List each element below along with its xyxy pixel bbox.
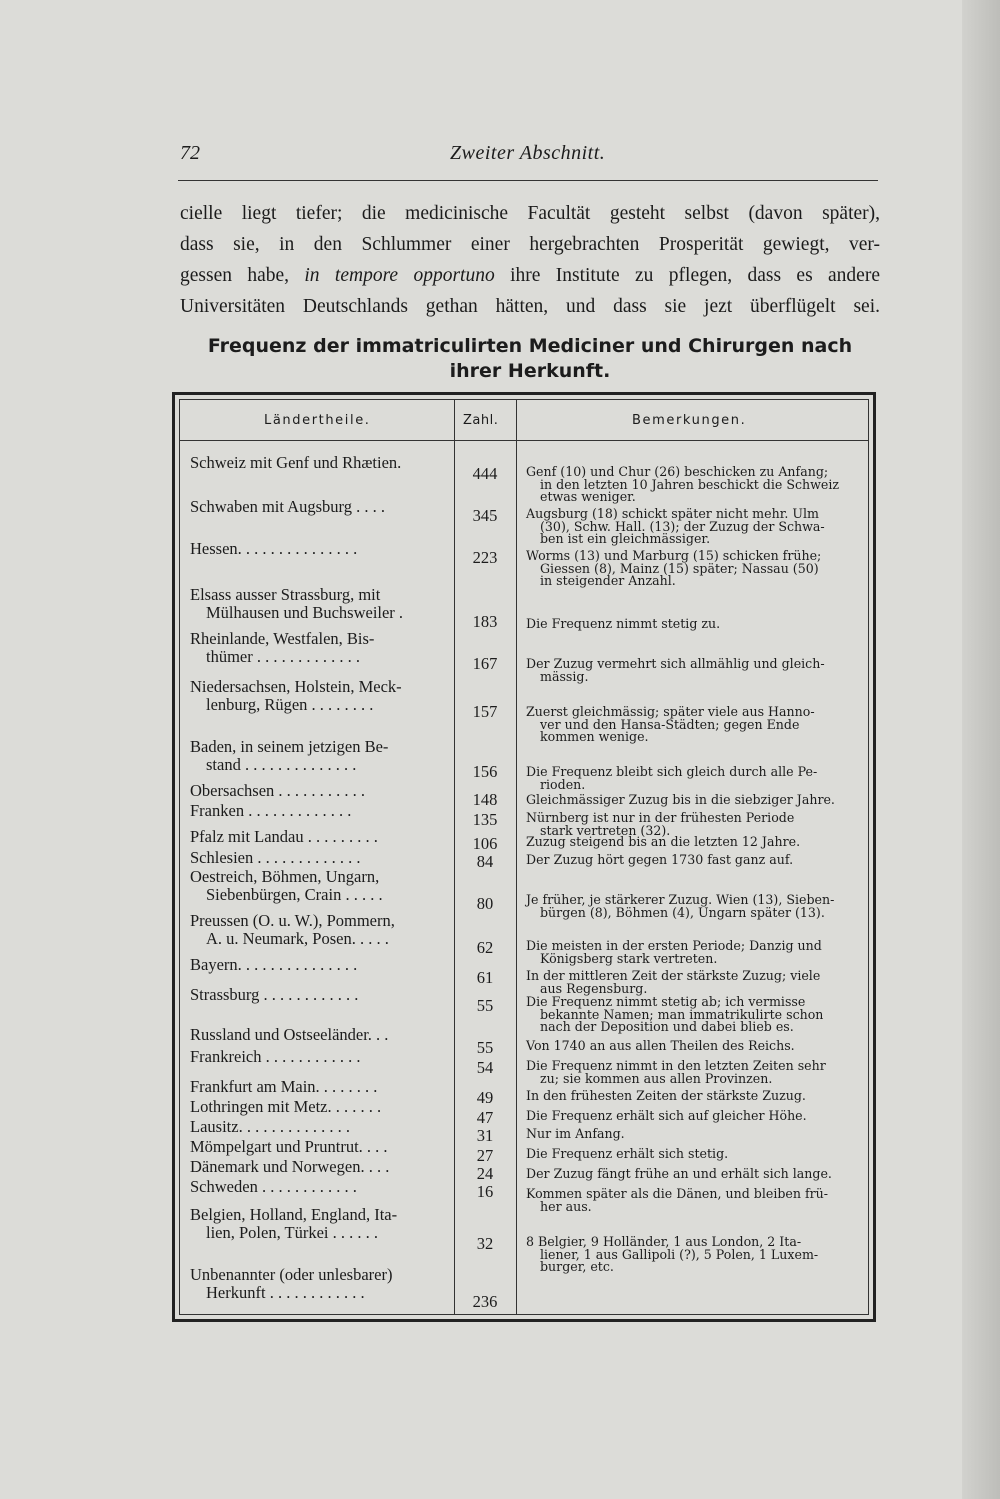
table-cell-zahl: 31 — [476, 1126, 494, 1145]
body-line: Universitäten Deutschlands gethan hätten, und dass sie jezt überflügelt sei. — [180, 296, 880, 317]
table-cell-zahl: 183 — [472, 612, 498, 631]
table-cell-zahl: 84 — [476, 852, 494, 871]
page-edge-shadow — [962, 0, 1000, 1499]
land-line: thümer . . . . . . . . . . . . . — [206, 647, 360, 666]
bemerkung-line: In den frühesten Zeiten der stärkste Zuzug. — [526, 1088, 806, 1103]
table-cell-zahl: 54 — [476, 1058, 494, 1077]
table-cell-bemerkung — [526, 1188, 864, 1213]
table-cell-bemerkung — [526, 1168, 864, 1181]
land-line: Dänemark und Norwegen. . . . — [190, 1157, 390, 1176]
bemerkung-line: Die Frequenz nimmt in den letzten Zeiten sehr — [526, 1058, 826, 1073]
bemerkung-line: bürgen (8), Böhmen (4), Ungarn später (13). — [540, 904, 825, 920]
table-cell-zahl: 156 — [472, 762, 498, 781]
bemerkung-line: Königsberg stark vertreten. — [540, 950, 718, 966]
table-cell-land — [190, 986, 452, 1004]
bemerkung-line: Von 1740 an aus allen Theilen des Reichs. — [526, 1038, 795, 1053]
bemerkung-line: Der Zuzug fängt frühe an und erhält sich lange. — [526, 1166, 832, 1181]
table-cell-bemerkung — [526, 894, 864, 919]
table-cell-land — [190, 1206, 452, 1242]
land-line: Mülhausen und Buchsweiler . — [206, 603, 404, 622]
body-line — [180, 260, 880, 291]
table-cell-zahl: 55 — [476, 996, 494, 1015]
table-cell-zahl: 61 — [476, 968, 494, 987]
table-cell-zahl: 55 — [476, 1038, 494, 1057]
bemerkung-line: nach der Deposition und dabei blieb es. — [540, 1019, 794, 1035]
land-line: Herkunft . . . . . . . . . . . . — [206, 1283, 365, 1302]
land-line: Baden, in seinem jetzigen Be- — [190, 737, 389, 756]
body-line: cielle liegt tiefer; die medicinische Facultät gesteht selbst (davon später), — [180, 203, 880, 224]
bemerkung-line: rioden. — [540, 776, 586, 792]
latin-phrase: in tempore opportuno — [304, 265, 495, 286]
bemerkung-line: Die Frequenz nimmt stetig zu. — [526, 616, 721, 631]
table-cell-bemerkung — [526, 550, 864, 588]
table-title — [195, 334, 865, 384]
bemerkung-line: Zuzug steigend bis an die letzten 12 Jahre. — [526, 834, 801, 849]
table-cell-bemerkung — [526, 940, 864, 965]
land-line: Siebenbürgen, Crain . . . . . — [206, 885, 383, 904]
land-line: stand . . . . . . . . . . . . . . — [206, 755, 357, 774]
body-line: dass sie, in den Schlummer einer hergebrachten Prosperität gewiegt, ver- — [180, 234, 880, 255]
land-line: Schwaben mit Augsburg . . . . — [190, 497, 385, 516]
bemerkung-line: Die Frequenz erhält sich auf gleicher Höhe. — [526, 1108, 807, 1123]
table-cell-bemerkung — [526, 854, 864, 867]
bemerkung-line: 8 Belgier, 9 Holländer, 1 aus London, 2 Ita- — [526, 1234, 802, 1249]
bemerkung-line: ver und den Hansa-Städten; gegen Ende — [540, 716, 800, 732]
table-cell-land — [190, 1118, 452, 1136]
table-cell-zahl: 62 — [476, 938, 494, 957]
body-text-run: gessen habe, — [180, 265, 305, 286]
bemerkung-line: stark vertreten (32). — [540, 822, 671, 838]
table-cell-land — [190, 828, 452, 846]
table-cell-bemerkung — [526, 1040, 864, 1053]
land-line: Rheinlande, Westfalen, Bis- — [190, 629, 375, 648]
table-cell-zahl: 27 — [476, 1146, 494, 1165]
table-cell-zahl: 345 — [472, 506, 498, 525]
land-line: Hessen. . . . . . . . . . . . . . . — [190, 539, 358, 558]
column-rule — [516, 400, 517, 1314]
bemerkung-line: (30), Schw. Hall. (13); der Zuzug der Schwa- — [540, 518, 825, 534]
table-title-line: ihrer Herkunft. — [449, 360, 611, 382]
table-cell-bemerkung — [526, 508, 864, 546]
land-line: Russland und Ostseeländer. . . — [190, 1025, 389, 1044]
table-cell-bemerkung — [526, 970, 864, 995]
land-line: Lothringen mit Metz. . . . . . . — [190, 1097, 382, 1116]
bemerkung-line: In der mittleren Zeit der stärkste Zuzug; viele — [526, 968, 821, 983]
table-cell-zahl: 16 — [476, 1182, 494, 1201]
land-line: Frankfurt am Main. . . . . . . . — [190, 1077, 378, 1096]
table-cell-land — [190, 630, 452, 666]
land-line: Lausitz. . . . . . . . . . . . . . — [190, 1117, 350, 1136]
table-cell-land — [190, 912, 452, 948]
table-cell-land — [190, 498, 452, 516]
land-line: Schweiz mit Genf und Rhætien. — [190, 453, 402, 472]
table-cell-zahl: 32 — [476, 1234, 494, 1253]
bemerkung-line: Der Zuzug hört gegen 1730 fast ganz auf. — [526, 852, 794, 867]
table-cell-bemerkung — [526, 1090, 864, 1103]
table-cell-bemerkung — [526, 706, 864, 744]
table-cell-bemerkung — [526, 766, 864, 791]
bemerkung-line: Zuerst gleichmässig; später viele aus Hanno- — [526, 704, 815, 719]
bemerkung-line: Der Zuzug vermehrt sich allmählig und gleich- — [526, 656, 825, 671]
column-header-land: Ländertheile. — [264, 413, 371, 428]
table-cell-land — [190, 849, 452, 867]
bemerkung-line: Giessen (8), Mainz (15) später; Nassau (50) — [540, 560, 819, 576]
table-cell-land — [190, 540, 452, 558]
land-line: Franken . . . . . . . . . . . . . — [190, 801, 352, 820]
bemerkung-line: Worms (13) und Marburg (15) schicken frühe; — [526, 548, 822, 563]
column-header-zahl: Zahl. — [463, 413, 499, 428]
table-cell-bemerkung — [526, 1110, 864, 1123]
table-cell-zahl: 135 — [472, 810, 498, 829]
land-line: Oestreich, Böhmen, Ungarn, — [190, 867, 380, 886]
land-line: Unbenannter (oder unlesbarer) — [190, 1265, 393, 1284]
table-cell-bemerkung — [526, 794, 864, 807]
bemerkung-line: zu; sie kommen aus allen Provinzen. — [540, 1070, 773, 1086]
table-cell-land — [190, 1178, 452, 1196]
bemerkung-line: mässig. — [540, 668, 589, 684]
table-body — [179, 399, 869, 1315]
bemerkung-line: etwas weniger. — [540, 489, 636, 505]
table-cell-land — [190, 586, 452, 622]
bemerkung-line: liener, 1 aus Gallipoli (?), 5 Polen, 1 Luxem- — [540, 1246, 819, 1262]
table-cell-zahl: 106 — [472, 834, 498, 853]
header-rule — [180, 440, 868, 441]
bemerkung-line: Die meisten in der ersten Periode; Danzig und — [526, 938, 822, 953]
table-cell-land — [190, 802, 452, 820]
land-line: Frankreich . . . . . . . . . . . . — [190, 1047, 361, 1066]
land-line: Schlesien . . . . . . . . . . . . . — [190, 848, 361, 867]
table-cell-bemerkung — [526, 618, 864, 631]
bemerkung-line: Nur im Anfang. — [526, 1126, 625, 1141]
bemerkung-line: in steigender Anzahl. — [540, 573, 676, 589]
table-cell-land — [190, 1138, 452, 1156]
table-cell-bemerkung — [526, 658, 864, 683]
running-head — [180, 142, 880, 172]
table-cell-bemerkung — [526, 1128, 864, 1141]
land-line: Belgien, Holland, England, Ita- — [190, 1205, 398, 1224]
bemerkung-line: Die Frequenz erhält sich stetig. — [526, 1146, 729, 1161]
land-line: Strassburg . . . . . . . . . . . . — [190, 985, 359, 1004]
bemerkung-line: burger, etc. — [540, 1259, 614, 1275]
table-cell-bemerkung — [526, 996, 864, 1034]
bemerkung-line: Gleichmässiger Zuzug bis in die siebziger Jahre. — [526, 792, 835, 807]
table-cell-zahl: 148 — [472, 790, 498, 809]
table-title-line: Frequenz der immatriculirten Mediciner und Chirurgen nach — [207, 335, 853, 357]
table-cell-bemerkung — [526, 466, 864, 504]
bemerkung-line: aus Regensburg. — [540, 980, 648, 996]
header-rule — [178, 180, 878, 181]
table-cell-land — [190, 1078, 452, 1096]
table-cell-land — [190, 868, 452, 904]
page-number: 72 — [180, 142, 200, 164]
table-cell-zahl: 24 — [476, 1164, 494, 1183]
body-text-run: ihre Institute zu pflegen, dass es andere — [494, 265, 880, 286]
table-cell-land — [190, 782, 452, 800]
frequency-table — [172, 392, 876, 1322]
table-cell-zahl: 47 — [476, 1108, 494, 1127]
table-cell-land — [190, 1158, 452, 1176]
land-line: Schweden . . . . . . . . . . . . — [190, 1177, 357, 1196]
land-line: Obersachsen . . . . . . . . . . . — [190, 781, 366, 800]
table-cell-land — [190, 1266, 452, 1302]
running-title: Zweiter Abschnitt. — [450, 142, 606, 164]
bemerkung-line: her aus. — [540, 1198, 592, 1214]
land-line: lenburg, Rügen . . . . . . . . — [206, 695, 374, 714]
bemerkung-line: Die Frequenz nimmt stetig ab; ich vermisse — [526, 994, 806, 1009]
land-line: Pfalz mit Landau . . . . . . . . . — [190, 827, 378, 846]
bemerkung-line: Die Frequenz bleibt sich gleich durch alle Pe- — [526, 764, 818, 779]
table-cell-land — [190, 1026, 452, 1044]
column-header-bemerkungen: Bemerkungen. — [632, 413, 747, 428]
table-cell-land — [190, 678, 452, 714]
table-cell-bemerkung — [526, 1236, 864, 1274]
land-line: Niedersachsen, Holstein, Meck- — [190, 677, 402, 696]
land-line: Bayern. . . . . . . . . . . . . . . — [190, 955, 358, 974]
body-paragraph — [180, 198, 880, 322]
land-line: Elsass ausser Strassburg, mit — [190, 585, 381, 604]
table-cell-bemerkung — [526, 836, 864, 849]
bemerkung-line: Augsburg (18) schickt später nicht mehr. Ulm — [526, 506, 819, 521]
table-cell-zahl: 49 — [476, 1088, 494, 1107]
table-cell-land — [190, 956, 452, 974]
bemerkung-line: ben ist ein gleichmässiger. — [540, 531, 711, 547]
bemerkung-line: Kommen später als die Dänen, und bleiben frü- — [526, 1186, 829, 1201]
table-cell-land — [190, 738, 452, 774]
table-cell-zahl: 167 — [472, 654, 498, 673]
bemerkung-line: in den letzten 10 Jahren beschickt die Schweiz — [540, 476, 840, 492]
table-cell-bemerkung — [526, 1060, 864, 1085]
table-cell-land — [190, 1048, 452, 1066]
table-cell-zahl: 236 — [472, 1292, 498, 1311]
bemerkung-line: Nürnberg ist nur in der frühesten Periode — [526, 810, 795, 825]
land-line: A. u. Neumark, Posen. . . . . — [206, 929, 389, 948]
bemerkung-line: Je früher, je stärkerer Zuzug. Wien (13), Sieben- — [526, 892, 835, 907]
table-cell-zahl: 444 — [472, 464, 498, 483]
table-cell-zahl: 157 — [472, 702, 498, 721]
table-cell-land — [190, 454, 452, 472]
table-cell-bemerkung — [526, 1148, 864, 1161]
table-cell-land — [190, 1098, 452, 1116]
bemerkung-line: kommen wenige. — [540, 729, 649, 745]
land-line: Preussen (O. u. W.), Pommern, — [190, 911, 395, 930]
table-cell-zahl: 80 — [476, 894, 494, 913]
table-cell-zahl: 223 — [472, 548, 498, 567]
land-line: Mömpelgart und Pruntrut. . . . — [190, 1137, 388, 1156]
bemerkung-line: bekannte Namen; man immatrikulirte schon — [540, 1006, 824, 1022]
land-line: lien, Polen, Türkei . . . . . . — [206, 1223, 379, 1242]
bemerkung-line: Genf (10) und Chur (26) beschicken zu Anfang; — [526, 464, 829, 479]
